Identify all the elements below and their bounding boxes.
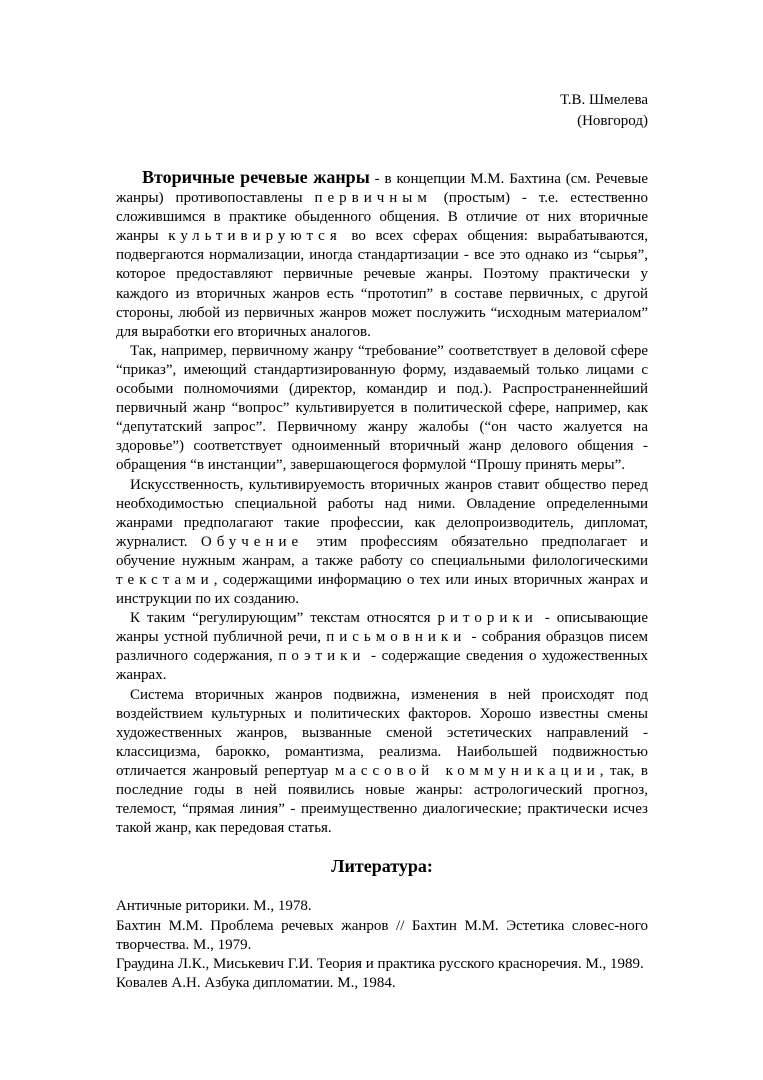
- spaced-text: массовой коммуникации: [334, 762, 600, 779]
- reference-item: Ковалев А.Н. Азбука дипломатии. М., 1984.: [116, 975, 396, 992]
- text-run: - собрания образцов писем различного содержания,: [116, 629, 648, 665]
- author-name: Т.В. Шмелева: [560, 92, 648, 108]
- text-run: во всех сферах общения: вырабатываются, подвергаются нормализации, иногда стандартизации - все это однако из “сырья”, которое предоставляют первичные речевые жанры. Поэтому практически у каждого из вторичных жанров есть “прототип” в составе первичных, с другой стороны, любой из первичных жанров может послужить “исходным материалом” для выработки его вторичных аналогов.: [116, 228, 648, 340]
- reference-item: Бахтин М.М. Проблема речевых жанров // Бахтин М.М. Эстетика словес-ного творчества. М., 1979.: [116, 917, 648, 953]
- spaced-text: культивируются: [168, 228, 342, 245]
- text-run: (простым) - т.е. естественно сложившимся в практике обыденного общения. В отличие от них вторичные жанры: [116, 190, 648, 245]
- text-run: К таким “регулирующим” текстам относятся: [130, 610, 438, 627]
- spaced-text: поэтики: [278, 648, 366, 665]
- spaced-text: риторики: [437, 610, 538, 627]
- article-body: [116, 168, 648, 838]
- spaced-text: Обучение: [200, 533, 304, 550]
- reference-list: [116, 897, 648, 993]
- literature-title: Литература:: [331, 856, 433, 877]
- paragraph-5: [116, 686, 648, 839]
- document-page: [116, 90, 648, 994]
- paragraph-4: [116, 609, 648, 685]
- spaced-text: текстами: [116, 571, 214, 588]
- text-run: , содержащими информацию о тех или иных вторичных жанрах и инструкции по их созданию.: [116, 571, 648, 608]
- spaced-text: письмовники: [326, 629, 467, 646]
- text-run: Система вторичных жанров подвижна, изменения в ней происходят под воздействием культурных и политических факторов. Хорошо известны смены художественных жанров, вызванные сменой эстетических направлений - классицизма, барокко, романтизма, реализма. Наибольшей подвижностью отличается жанровый репертуар: [116, 686, 648, 779]
- text-run: этим профессиям обязательно предполагает и обучение нужным жанрам, а также работу со специальными филологическими: [116, 533, 648, 569]
- paragraph-2: Так, например, первичному жанру “требование” соответствует в деловой сфере “приказ”, имеющий стандартизированную форму, издаваемый только лицами с особыми полномочиями (директор, командир и под.). Распространеннейший первичный жанр “вопрос” культивируется в политической сфере, например, как “депутатский запрос”. Первичному жанру жалобы (“он часто жалуется на здоровье”) соответствует одноименный вторичный жанр делового общения - обращения “в инстанции”, завершающегося формулой “Прошу принять меры”.: [116, 342, 648, 474]
- spaced-text: первичным: [314, 190, 432, 207]
- text-run: - в концепции М.М. Бахтина (см. Речевые жанры) противопоставлены: [116, 171, 648, 207]
- text-run: - содержащие сведения о художественных жанрах.: [116, 648, 649, 684]
- text-run: - описывающие жанры устной публичной речи,: [116, 610, 648, 646]
- text-run: , так, в последние годы в ней появились новые жанры: астрологический прогноз, телемост, “прямая линия” - преимущественно диалогические; практически исчез такой жанр, как передовая статья.: [116, 762, 648, 837]
- text-run: Искусственность, культивируемость вторичных жанров ставит общество перед необходимостью специальной работы над ними. Овладение определенными жанрами предполагают такие профессии, как делопроизводитель, дипломат, журналист.: [116, 476, 648, 550]
- article-term: Вторичные речевые жанры: [142, 167, 370, 187]
- paragraph-1: [116, 168, 648, 342]
- reference-item: Граудина Л.К., Миськевич Г.И. Теория и практика русского красноречия. М., 1989.: [116, 956, 644, 973]
- paragraph-3: [116, 476, 648, 610]
- author-city: (Новгород): [577, 113, 648, 129]
- author-block: [116, 90, 648, 132]
- reference-item: Античные риторики. М., 1978.: [116, 898, 312, 915]
